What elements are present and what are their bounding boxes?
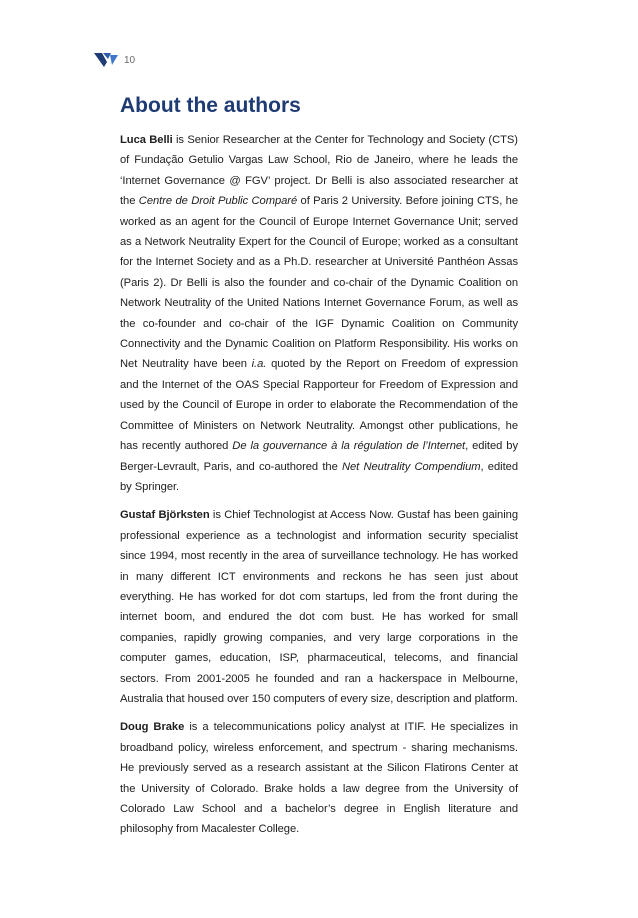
bio-text: is a telecommunications policy analyst at ITIF. He specializes in broadband policy, wireless enforcement, and spectrum - sharing mechanisms. He previously served as a research assistant at the Silicon Flatirons Center at the University of Colorado. Brake holds a law degree from the University of Colorado Law School and a bachelor’s degree in English literature and philosophy from Macalester College. [120,721,518,836]
author-name: Gustaf Björksten [120,509,210,522]
bio-text: , edited by Berger-Levrault, Paris, and co-authored the [120,440,518,473]
bio-text: is Senior Researcher at the Center for Technology and Society (CTS) of Fundação Getulio Vargas Law School, Rio de Janeiro, where he leads the ‘Internet Governance @ FGV’ project. Dr Belli is also associated researcher at the [120,134,518,208]
bio-text: of Paris 2 University. Before joining CTS, he worked as an agent for the Council of Europe Internet Governance Unit; served as a Network Neutrality Expert for the Council of Europe; worked as a consultant for the Internet Society and as a Ph.D. researcher at Université Panthéon Assas (Paris 2). Dr Belli is also the founder and co-chair of the Dynamic Coalition on Network Neutrality of the United Nations Internet Governance Forum, as well as the co-founder and co-chair of the IGF Dynamic Coalition on Community Connectivity and the Dynamic Coalition on Platform Responsibility. His works on Net Neutrality have been [120,195,519,371]
publisher-logo-icon [94,53,118,67]
bio-text-italic: Net Neutrality Compendium [341,460,481,473]
bio-luca-belli [120,130,518,497]
bio-text-italic: De la gouvernance à la régulation de l’Internet [232,440,466,453]
bio-text: , edited by Springer. [120,460,518,493]
bio-gustaf-bjorksten [120,505,518,709]
bio-text-italic: Centre de Droit Public Comparé [138,195,298,208]
author-name: Doug Brake [120,721,185,734]
author-bios [120,130,518,848]
bio-text-italic: i.a. [251,358,267,371]
bio-doug-brake [120,717,518,839]
bio-text: is Chief Technologist at Access Now. Gustaf has been gaining professional experience as a technologist and information security specialist since 1994, most recently in the area of surveillance technology. He has worked in many different ICT environments and reckons he has seen just about everything. He has worked for dot com startups, led from the front during the internet boom, and endured the dot com bust. He has worked for small companies, rapidly growing companies, and very large corporations in the computer games, education, ISP, pharmaceutical, telecoms, and financial sectors. From 2001-2005 he founded and ran a hackerspace in Melbourne, Australia that housed over 150 computers of every size, description and platform. [120,509,519,705]
author-name: Luca Belli [120,134,173,146]
page-number: 10 [124,55,136,66]
page-title: About the authors [120,94,301,117]
bio-text: quoted by the Report on Freedom of expression and the Internet of the OAS Special Rapporteur for Freedom of Expression and used by the Council of Europe in order to elaborate the Recommendation of the Committee of Ministers on Network Neutrality. Amongst other publications, he has recently authored [120,358,518,453]
